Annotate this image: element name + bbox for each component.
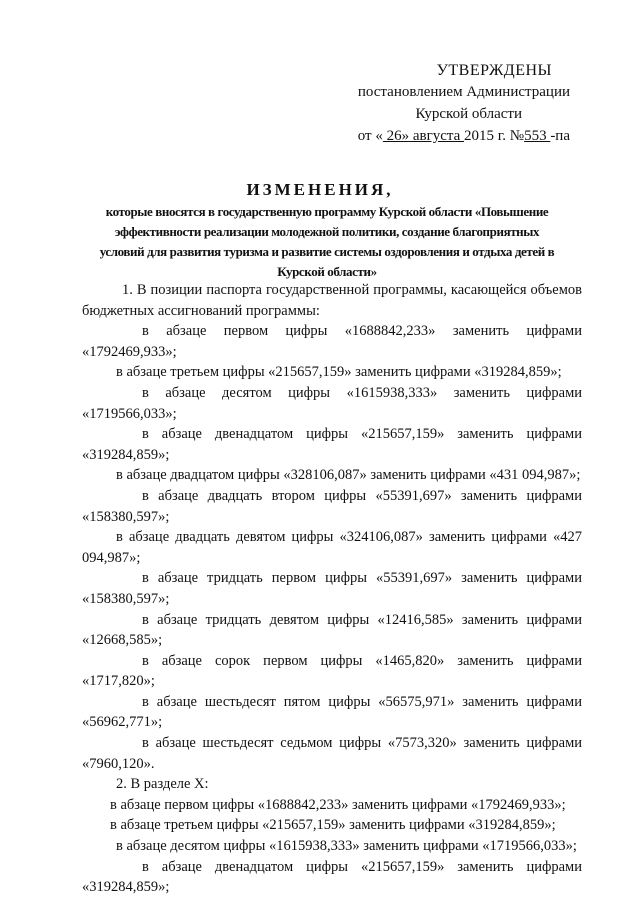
document-body bbox=[82, 280, 582, 898]
paragraph: в абзаце шестьдесят седьмом цифры «7573,320» заменить цифрами «7960,120». bbox=[82, 735, 582, 772]
approval-title: УТВЕРЖДЕНЫ bbox=[436, 62, 552, 79]
date-day: 26» bbox=[382, 128, 410, 144]
doc-suffix: -па bbox=[550, 128, 570, 144]
paragraph: в абзаце первом цифры «1688842,233» заменить цифрами «1792469,933»; bbox=[110, 796, 566, 813]
document-subtitle: которые вносятся в государственную программу Курской области «Повышение эффективности реализации молодежной политики, создание благоприятных условий для развития туризма и развитие системы оздоровления и отдыха детей в Курской области» bbox=[99, 204, 555, 279]
paragraph: в абзаце тридцать первом цифры «55391,697» заменить цифрами «158380,597»; bbox=[82, 570, 582, 607]
paragraph: в абзаце десятом цифры «1615938,333» заменить цифрами «1719566,033»; bbox=[116, 838, 577, 855]
approval-date-line bbox=[358, 126, 570, 147]
paragraph: в абзаце двадцатом цифры «328106,087» заменить цифрами «431 094,987»; bbox=[116, 467, 581, 484]
paragraph: в абзаце тридцать девятом цифры «12416,585» заменить цифрами «12668,585»; bbox=[82, 611, 582, 649]
paragraph: в абзаце первом цифры «1688842,233» заменить цифрами «1792469,933»; bbox=[82, 323, 582, 360]
paragraph: в абзаце двенадцатом цифры «215657,159» заменить цифрами «319284,859»; bbox=[82, 426, 582, 463]
paragraph: в абзаце третьем цифры «215657,159» заменить цифрами «319284,859»; bbox=[116, 364, 562, 381]
paragraph: в абзаце двенадцатом цифры «215657,159» заменить цифрами «319284,859»; bbox=[82, 858, 582, 896]
paragraph: 1. В позиции паспорта государственной программы, касающейся объемов бюджетных ассигнований программы: bbox=[82, 282, 582, 319]
paragraph: в абзаце двадцать втором цифры «55391,697» заменить цифрами «158380,597»; bbox=[82, 487, 582, 525]
paragraph: в абзаце двадцать девятом цифры «324106,087» заменить цифрами «427 094,987»; bbox=[82, 529, 582, 566]
document-title: ИЗМЕНЕНИЯ, bbox=[246, 180, 394, 199]
paragraph: в абзаце сорок первом цифры «1465,820» заменить цифрами «1717,820»; bbox=[82, 652, 582, 690]
paragraph: в абзаце десятом цифры «1615938,333» заменить цифрами «1719566,033»; bbox=[82, 384, 582, 422]
paragraph: в абзаце шестьдесят пятом цифры «56575,971» заменить цифрами «56962,771»; bbox=[82, 693, 582, 731]
doc-number: 553 bbox=[524, 128, 551, 144]
date-year: 2015 г. № bbox=[464, 128, 525, 144]
paragraph: 2. В разделе X: bbox=[116, 776, 209, 793]
approval-by: постановлением Администрации bbox=[357, 84, 570, 100]
approval-region: Курской области bbox=[415, 106, 522, 122]
date-prefix: от « bbox=[357, 128, 383, 144]
date-month: августа bbox=[409, 128, 465, 144]
paragraph: в абзаце третьем цифры «215657,159» заменить цифрами «319284,859»; bbox=[110, 817, 556, 834]
